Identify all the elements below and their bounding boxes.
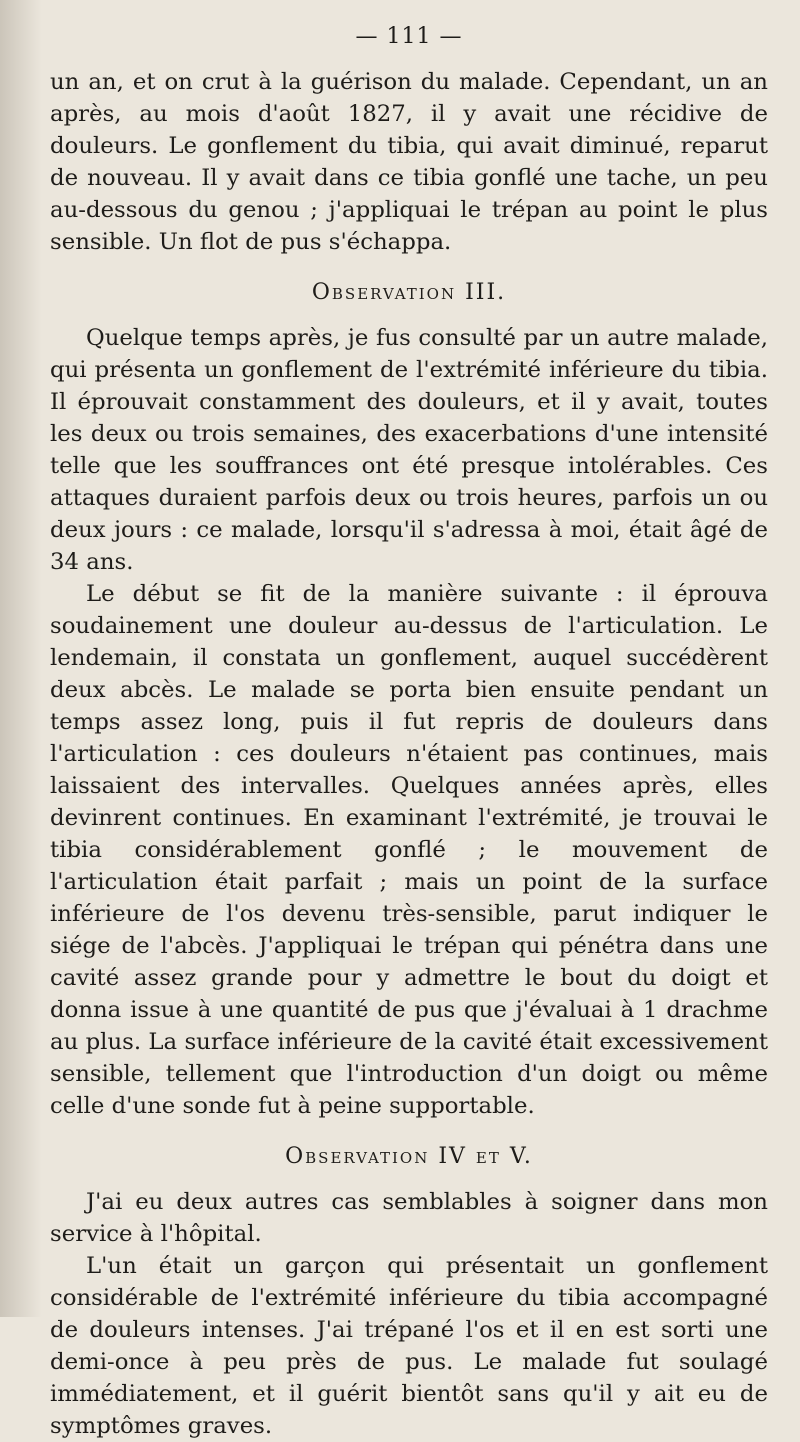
page-number: — 111 — xyxy=(355,24,463,49)
paragraph-continuation: un an, et on crut à la guérison du malade. Cependant, un an après, au mois d'août 1827, il y avait une récidive de douleurs. Le gonflement du tibia, qui avait diminué, reparut de nouveau. Il y avait dans ce tibia gonflé une tache, un peu au-dessous du genou ; j'appliquai le trépan au point le plus sensible. Un flot de pus s'échappa. xyxy=(50,69,768,255)
paragraph-observation-3-case: Le début se fit de la manière suivante : il éprouva soudainement une douleur au-dessus de l'articulation. Le lendemain, il constata un gonflement, auquel succédèrent deux abcès. Le malade se porta bien ensuite pendant un temps assez long, puis il fut repris de douleurs dans l'articulation : ces douleurs n'étaient pas continues, mais laissaient des intervalles. Quelques années après, elles devinrent continues. En examinant l'extrémité, je trouvai le tibia considérablement gonflé ; le mouvement de l'articulation était parfait ; mais un point de la surface inférieure de l'os devenu très-sensible, parut indiquer le siége de l'abcès. J'appliquai le trépan qui pénétra dans une cavité assez grande pour y admettre le bout du doigt et donna issue à une quantité de pus que j'évaluai à 1 drachme au plus. La surface inférieure de la cavité était excessivement sensible, tellement que l'introduction d'un doigt ou même celle d'une sonde fut à peine supportable. xyxy=(50,581,768,1119)
page-edge-shadow xyxy=(0,0,42,1317)
heading-observation-3: Observation III. xyxy=(311,280,507,305)
page-text xyxy=(50,22,768,1442)
paragraph-observation-4-5-intro: J'ai eu deux autres cas semblables à soigner dans mon service à l'hôpital. xyxy=(50,1189,768,1247)
paragraph-observation-3-intro: Quelque temps après, je fus consulté par un autre malade, qui présenta un gonflement de l'extrémité inférieure du tibia. Il éprouvait constamment des douleurs, et il y avait, toutes les deux ou trois semaines, des exacerbations d'une intensité telle que les souffrances ont été presque intolérables. Ces attaques duraient parfois deux ou trois heures, parfois un ou deux jours : ce malade, lorsqu'il s'adressa à moi, était âgé de 34 ans. xyxy=(50,325,768,575)
paragraph-observation-4-case: L'un était un garçon qui présentait un gonflement considérable de l'extrémité inférieure du tibia accompagné de douleurs intenses. J'ai trépané l'os et il en est sorti une demi-once à peu près de pus. Le malade fut soulagé immédiatement, et il guérit bientôt sans qu'il y ait eu de symptômes graves. xyxy=(50,1253,768,1439)
heading-observation-4-5: Observation IV et V. xyxy=(285,1144,533,1169)
